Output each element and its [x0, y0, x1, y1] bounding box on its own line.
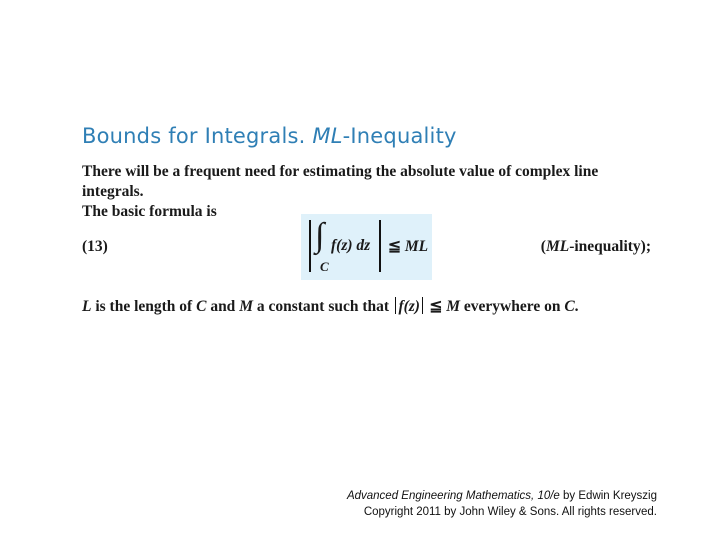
- equation-number: (13): [82, 238, 108, 255]
- integral-sign: ∫: [315, 217, 325, 254]
- integral-subscript: C: [320, 259, 329, 274]
- equation-tag: [541, 238, 651, 256]
- title-italic: ML: [312, 124, 343, 148]
- footer-line-1: [347, 488, 657, 504]
- footer-credit: [347, 488, 657, 520]
- var-M2: M: [446, 298, 461, 315]
- abs-bar-left: [309, 220, 311, 272]
- text-4: everywhere on: [460, 298, 565, 315]
- text-rel: ≦: [425, 298, 447, 315]
- relation-symbol: ≦: [388, 238, 401, 255]
- intro-line-1: There will be a frequent need for estimating the absolute value of complex line integrals.: [82, 163, 599, 200]
- integrand: f(z) dz: [331, 237, 371, 254]
- text-2: and: [206, 298, 240, 315]
- abs-bar-close: [422, 297, 424, 314]
- tag-rest: -inequality);: [569, 238, 651, 255]
- title-suffix: -Inequality: [342, 124, 457, 148]
- var-fz: f(z): [398, 298, 420, 315]
- title-prefix: Bounds for Integrals.: [82, 124, 313, 148]
- var-C2: C: [564, 298, 575, 315]
- slide-title: [82, 124, 457, 148]
- var-L: L: [82, 298, 92, 315]
- text-1: is the length of: [91, 298, 197, 315]
- book-title: Advanced Engineering Mathematics, 10/e: [346, 490, 560, 502]
- intro-paragraph: [82, 162, 662, 222]
- equation-rhs: [388, 237, 428, 256]
- abs-bar-open: [395, 297, 397, 314]
- equation-box: [301, 214, 432, 280]
- var-C: C: [196, 298, 207, 315]
- footer-copyright: Copyright 2011 by John Wiley & Sons. All rights reserved.: [363, 506, 657, 518]
- definition-line: [82, 297, 579, 316]
- tag-open: (: [540, 238, 546, 255]
- text-end: .: [574, 298, 579, 315]
- intro-line-2: The basic formula is: [82, 203, 217, 220]
- text-3: a constant such that: [252, 298, 393, 315]
- rhs-ml: ML: [404, 238, 429, 255]
- book-author: by Edwin Kreyszig: [559, 490, 657, 502]
- tag-italic: ML: [545, 238, 570, 255]
- abs-bar-right: [379, 220, 381, 272]
- var-M: M: [239, 298, 253, 315]
